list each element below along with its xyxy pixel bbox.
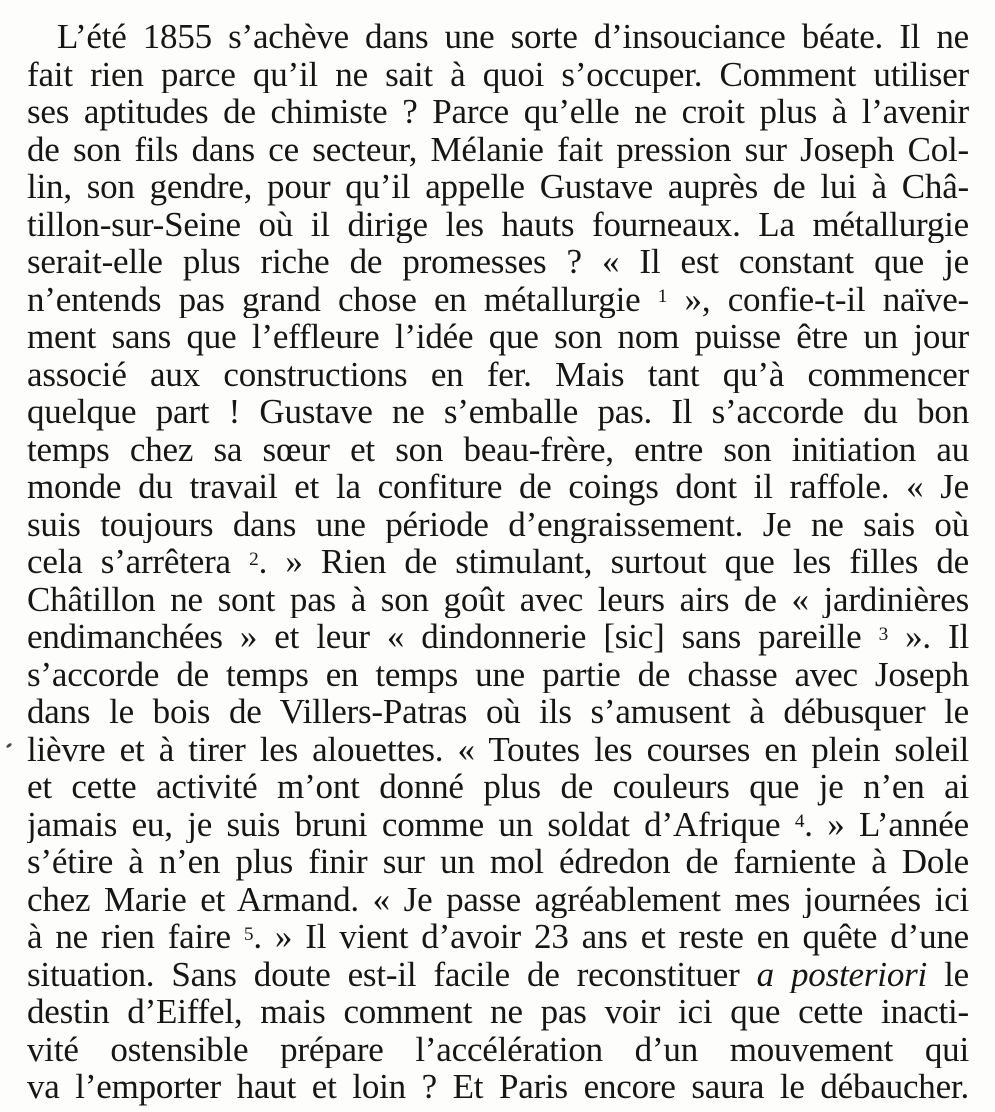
text-segment: ». Il — [888, 618, 969, 656]
footnote-reference: 5 — [243, 923, 254, 945]
text-segment: ment sans que l’effleure l’idée que son nom puisse être un jour — [27, 318, 969, 356]
text-segment: vité ostensible prépare l’accélération d’un mouvement qui — [27, 1030, 969, 1068]
text-line — [27, 881, 969, 919]
text-segment: . » L’année — [804, 805, 969, 843]
text-segment: et cette activité m’ont donné plus de couleurs que je n’en ai — [27, 768, 969, 806]
text-segment: associé aux constructions en fer. Mais tant qu’à commencer — [27, 355, 969, 393]
text-line — [27, 993, 969, 1031]
text-segment: n’entends pas grand chose en métallurgie — [27, 280, 658, 318]
text-segment: fait rien parce qu’il ne sait à quoi s’occuper. Comment utiliser — [27, 55, 969, 93]
text-line — [27, 506, 969, 544]
text-line — [27, 281, 969, 319]
text-segment: . » Il vient d’avoir 23 ans et reste en quête d’une — [253, 918, 969, 956]
text-line — [27, 56, 969, 94]
text-segment: Châtillon ne sont pas à son goût avec leurs airs de « jardinières — [27, 580, 969, 618]
text-segment: », confie-t-il naïve- — [667, 280, 969, 318]
text-segment: endimanchées » et leur « dindonnerie [sic] sans pareille — [27, 618, 879, 656]
footnote-reference: 2 — [249, 548, 259, 570]
text-line — [27, 543, 969, 581]
text-line — [27, 393, 969, 431]
text-line — [27, 168, 969, 206]
text-segment: à ne rien faire — [27, 918, 244, 956]
text-segment: s’étire à n’en plus finir sur un mol édredon de farniente à Dole — [27, 843, 969, 881]
text-line — [27, 918, 969, 956]
italic-phrase: a posteriori — [756, 955, 928, 993]
scan-speck-artifact — [6, 742, 13, 748]
text-line — [27, 468, 969, 506]
text-line — [27, 731, 969, 769]
text-segment: . » Rien de stimulant, surtout que les filles de — [258, 543, 969, 581]
text-segment: L’été 1855 s’achève dans une sorte d’insouciance béate. Il ne — [57, 18, 969, 56]
text-line — [27, 356, 969, 394]
text-segment: suis toujours dans une période d’engraissement. Je ne sais où — [27, 505, 969, 543]
text-line — [27, 206, 969, 244]
text-line — [27, 693, 969, 731]
text-line — [27, 1031, 969, 1069]
text-segment: situation. Sans doute est-il facile de reconstituer — [27, 955, 757, 993]
text-segment: serait-elle plus riche de promesses ? « Il est constant que je — [27, 243, 969, 281]
text-segment: lièvre et à tirer les alouettes. « Toutes les courses en plein soleil — [27, 730, 969, 768]
text-line — [27, 806, 969, 844]
text-segment: jamais eu, je suis bruni comme un soldat d’Afrique — [27, 805, 795, 843]
text-segment: quelque part ! Gustave ne s’emballe pas. Il s’accorde du bon — [27, 393, 969, 431]
text-block — [27, 18, 969, 1106]
text-line — [27, 1068, 969, 1106]
text-line — [27, 768, 969, 806]
text-segment: cela s’arrêtera — [27, 543, 250, 581]
text-line — [27, 93, 969, 131]
footnote-reference: 1 — [657, 286, 668, 308]
text-segment: lin, son gendre, pour qu’il appelle Gustave auprès de lui à Châ- — [27, 168, 969, 206]
text-segment: chez Marie et Armand. « Je passe agréablement mes journées ici — [27, 880, 969, 918]
footnote-reference: 4 — [794, 811, 805, 833]
text-line — [27, 243, 969, 281]
text-segment: va l’emporter haut et loin ? Et Paris encore saura le débaucher. — [27, 1068, 969, 1106]
text-segment: le — [927, 955, 969, 993]
text-line — [27, 656, 969, 694]
text-segment: monde du travail et la confiture de coings dont il raffole. « Je — [27, 468, 969, 506]
text-line — [27, 956, 969, 994]
footnote-reference: 3 — [878, 623, 889, 645]
text-line — [27, 131, 969, 169]
text-line — [27, 843, 969, 881]
text-line — [27, 431, 969, 469]
text-segment: de son fils dans ce secteur, Mélanie fait pression sur Joseph Col- — [27, 130, 969, 168]
text-line — [27, 618, 969, 656]
text-segment: dans le bois de Villers-Patras où ils s’amusent à débusquer le — [27, 693, 969, 731]
text-segment: temps chez sa sœur et son beau-frère, entre son initiation au — [27, 430, 969, 468]
text-line — [27, 18, 969, 56]
text-segment: tillon-sur-Seine où il dirige les hauts fourneaux. La métallurgie — [27, 205, 969, 243]
text-segment: destin d’Eiffel, mais comment ne pas voir ici que cette inacti- — [27, 993, 969, 1031]
text-line — [27, 581, 969, 619]
text-segment: ses aptitudes de chimiste ? Parce qu’elle ne croit plus à l’avenir — [27, 93, 969, 131]
text-line — [27, 318, 969, 356]
text-segment: s’accorde de temps en temps une partie de chasse avec Joseph — [27, 655, 969, 693]
